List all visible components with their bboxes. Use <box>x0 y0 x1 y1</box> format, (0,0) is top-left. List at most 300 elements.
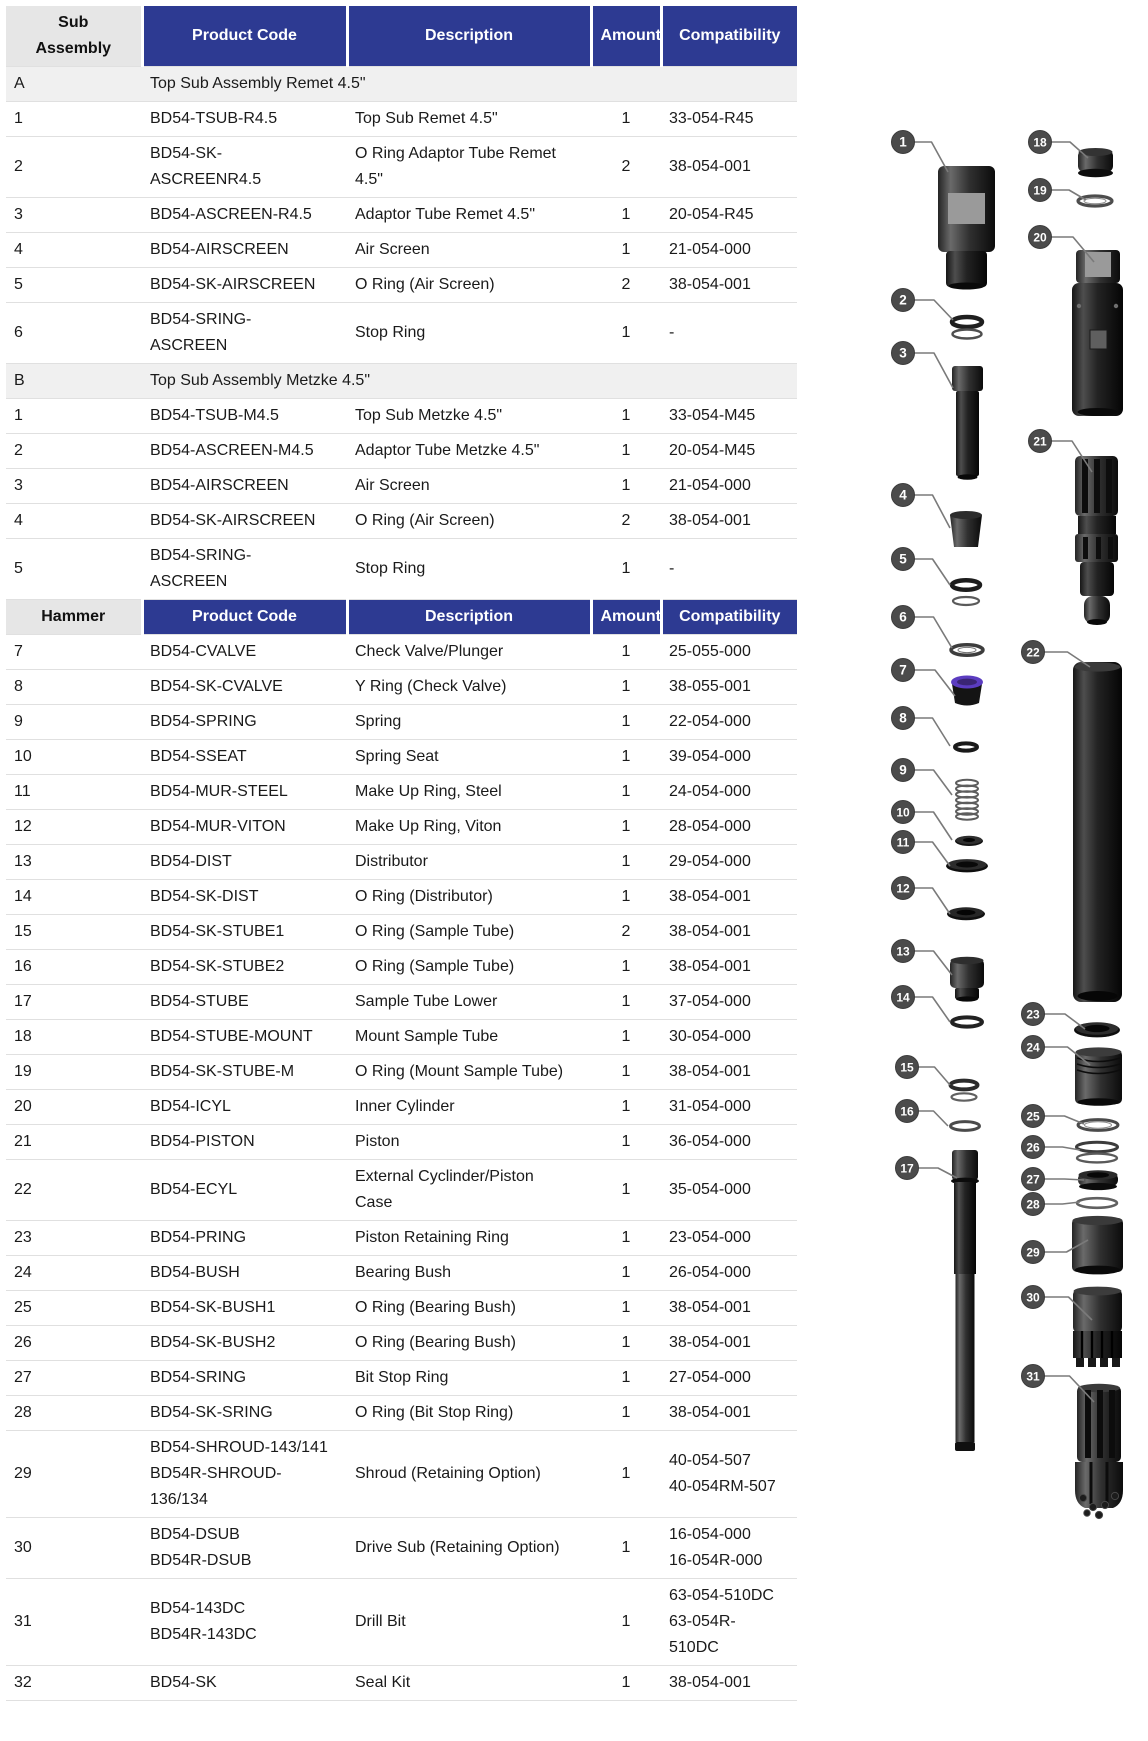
part-number: 1 <box>14 407 23 424</box>
product-code: BD54-DIST <box>150 853 232 870</box>
callout-o-ring-bearing-bush-2 <box>1022 1136 1081 1159</box>
amount-cell: 1 <box>621 993 631 1010</box>
callout-number: 8 <box>899 710 907 726</box>
amount-cell: 1 <box>621 1098 631 1115</box>
compatibility-code: 38-054-001 <box>669 958 751 975</box>
callout-o-ring-adaptor-tube <box>892 289 954 321</box>
amount-cell: 1 <box>621 477 631 494</box>
part-number: 16 <box>14 958 32 975</box>
amount-cell: 1 <box>621 1334 631 1351</box>
part-spring <box>956 780 978 820</box>
description: O Ring (Sample Tube) <box>355 958 515 975</box>
part-o-ring-sample-tube-2 <box>951 1122 980 1131</box>
callout-number: 29 <box>1026 1245 1040 1260</box>
amount-cell: 1 <box>621 1264 631 1281</box>
amount-cell: 1 <box>621 1028 631 1045</box>
description: Top Sub Remet 4.5" <box>355 110 498 127</box>
callout-number: 18 <box>1033 135 1047 150</box>
callout-o-ring-distributor <box>892 986 951 1023</box>
header-label: Amount <box>600 27 661 44</box>
amount-cell: 1 <box>621 1465 631 1482</box>
description: Bit Stop Ring <box>355 1369 449 1386</box>
callout-spring <box>892 759 953 796</box>
product-code: BD54-ASCREEN-R4.5 <box>150 206 312 223</box>
compatibility-code: - <box>669 560 675 577</box>
header-label: Product Code <box>192 27 297 44</box>
compatibility-code: 38-055-001 <box>669 678 751 695</box>
callout-make-up-ring-viton <box>892 877 951 915</box>
part-number: 21 <box>14 1133 32 1150</box>
part-number: 26 <box>14 1334 32 1351</box>
amount-cell: 1 <box>621 958 631 975</box>
product-code: BD54-SK <box>150 1674 217 1691</box>
part-number: 9 <box>14 713 23 730</box>
description: Air Screen <box>355 241 430 258</box>
part-number: 12 <box>14 818 32 835</box>
description: O Ring (Distributor) <box>355 888 493 905</box>
callout-distributor <box>892 940 953 976</box>
callout-adaptor-tube <box>892 342 954 389</box>
part-distributor <box>950 957 984 1002</box>
callout-number: 4 <box>899 487 907 503</box>
compatibility-code: 30-054-000 <box>669 1028 751 1045</box>
product-code: BD54-SK-SRING <box>150 1404 273 1421</box>
amount-cell: 1 <box>621 818 631 835</box>
compatibility-code: 40-054-507 <box>669 1452 751 1469</box>
compatibility-code: 36-054-000 <box>669 1133 751 1150</box>
compatibility-code: 24-054-000 <box>669 783 751 800</box>
description: Stop Ring <box>355 560 426 577</box>
compatibility-code: 38-054-001 <box>669 1299 751 1316</box>
description: Distributor <box>355 853 428 870</box>
amount-cell: 1 <box>621 110 631 127</box>
description: Adaptor Tube Metzke 4.5" <box>355 442 540 459</box>
description: Piston <box>355 1133 400 1150</box>
product-code: BD54-ECYL <box>150 1181 238 1198</box>
callout-check-valve <box>892 659 956 697</box>
part-check-valve <box>951 676 983 706</box>
compatibility-code: 38-054-001 <box>669 1674 751 1691</box>
compatibility-code: 27-054-000 <box>669 1369 751 1386</box>
product-code: BD54-AIRSCREEN <box>150 477 289 494</box>
product-code: BD54-STUBE <box>150 993 249 1010</box>
leader-line <box>913 951 952 975</box>
part-number: 24 <box>14 1264 32 1281</box>
product-code: BD54-SK-STUBE2 <box>150 958 285 975</box>
compatibility-code: 33-054-R45 <box>669 110 754 127</box>
part-number: 31 <box>14 1613 32 1630</box>
section-letter: B <box>6 364 142 399</box>
leader-line <box>913 997 950 1022</box>
part-number: 15 <box>14 923 32 940</box>
amount-cell: 1 <box>621 1063 631 1080</box>
part-stop-ring <box>951 645 983 655</box>
callout-o-ring-sample-tube-2 <box>896 1100 949 1127</box>
product-code: BD54-PISTON <box>150 1133 255 1150</box>
product-code: BD54-MUR-STEEL <box>150 783 288 800</box>
description: O Ring (Bearing Bush) <box>355 1334 516 1351</box>
part-mount-sample-tube <box>1078 148 1113 177</box>
part-inner-cylinder <box>1072 250 1123 416</box>
part-number: 4 <box>14 512 23 529</box>
product-code: BD54-STUBE-MOUNT <box>150 1028 313 1045</box>
part-sample-tube-lower <box>951 1150 979 1451</box>
callout-number: 25 <box>1026 1109 1040 1124</box>
callout-number: 31 <box>1026 1369 1040 1384</box>
amount-cell: 1 <box>621 888 631 905</box>
amount-cell: 1 <box>621 678 631 695</box>
compatibility-code: 37-054-000 <box>669 993 751 1010</box>
part-number: 3 <box>14 477 23 494</box>
compatibility-code: 21-054-000 <box>669 241 751 258</box>
part-number: 14 <box>14 888 32 905</box>
callout-number: 26 <box>1026 1140 1040 1155</box>
product-code: BD54-SK-BUSH1 <box>150 1299 276 1316</box>
part-drive-sub <box>1073 1287 1122 1367</box>
callout-number: 5 <box>899 551 907 567</box>
amount-cell: 1 <box>621 1613 631 1630</box>
callout-stop-ring <box>892 606 953 649</box>
callout-sample-tube-lower <box>896 1157 958 1180</box>
part-number: 28 <box>14 1404 32 1421</box>
callout-number: 20 <box>1033 230 1047 245</box>
callout-number: 17 <box>900 1161 914 1176</box>
compatibility-code: 16-054R-000 <box>669 1552 763 1569</box>
leader-line <box>913 812 952 840</box>
leader-line <box>913 842 950 866</box>
callout-air-screen <box>892 484 951 529</box>
part-number: 19 <box>14 1063 32 1080</box>
description: O Ring (Air Screen) <box>355 512 495 529</box>
compatibility-code: 40-054RM-507 <box>669 1478 776 1495</box>
callout-o-ring-bit-stop-ring <box>1022 1193 1081 1216</box>
header-label: Description <box>424 608 513 625</box>
header-label: Description <box>424 27 513 44</box>
part-y-ring <box>955 743 977 750</box>
amount-cell: 2 <box>621 923 631 940</box>
part-o-ring-bearing-bush-1 <box>1078 1120 1118 1131</box>
callout-number: 28 <box>1026 1197 1040 1212</box>
product-code: BD54-PRING <box>150 1229 247 1246</box>
section-title: Top Sub Assembly Metzke 4.5" <box>142 364 797 399</box>
leader-line <box>913 617 952 648</box>
description: O Ring Adaptor Tube Remet 4.5" <box>355 145 556 188</box>
part-number: 2 <box>14 158 23 175</box>
product-code: BD54-SRING-ASCREEN <box>150 311 252 354</box>
description: Make Up Ring, Steel <box>355 783 502 800</box>
part-number: 20 <box>14 1098 32 1115</box>
part-number: 11 <box>14 783 31 800</box>
product-code: BD54-DSUB <box>150 1526 240 1543</box>
callout-number: 10 <box>896 805 910 820</box>
product-code: BD54-SK-AIRSCREEN <box>150 512 316 529</box>
compatibility-code: 25-055-000 <box>669 643 751 660</box>
description: Y Ring (Check Valve) <box>355 678 507 695</box>
compatibility-code: 28-054-000 <box>669 818 751 835</box>
leader-line <box>1043 1179 1084 1180</box>
part-number: 32 <box>14 1674 32 1691</box>
callout-piston-retaining-ring <box>1022 1003 1086 1030</box>
compatibility-code: 38-054-001 <box>669 158 751 175</box>
compatibility-code: 38-054-001 <box>669 276 751 293</box>
compatibility-code: 33-054-M45 <box>669 407 756 424</box>
part-number: 1 <box>14 110 23 127</box>
amount-cell: 1 <box>621 324 631 341</box>
callout-number: 3 <box>899 345 907 361</box>
compatibility-code: 23-054-000 <box>669 1229 751 1246</box>
part-o-ring-bit-stop-ring <box>1077 1198 1117 1208</box>
callout-top-sub <box>892 131 949 173</box>
product-code: BD54-SK-AIRSCREEN <box>150 276 316 293</box>
compatibility-code: 26-054-000 <box>669 1264 751 1281</box>
amount-cell: 2 <box>621 512 631 529</box>
callout-number: 14 <box>896 990 910 1005</box>
product-code: BD54-TSUB-M4.5 <box>150 407 279 424</box>
description: Stop Ring <box>355 324 426 341</box>
description: Top Sub Metzke 4.5" <box>355 407 503 424</box>
leader-line <box>1043 1202 1080 1204</box>
part-air-screen <box>950 511 982 547</box>
product-code: BD54-CVALVE <box>150 643 257 660</box>
product-code: BD54-SK-DIST <box>150 888 259 905</box>
part-piston-retaining-ring <box>1074 1022 1120 1037</box>
callout-number: 30 <box>1026 1290 1040 1305</box>
header-label: Sub Assembly <box>35 14 112 57</box>
leader-line <box>913 559 950 585</box>
compatibility-code: 29-054-000 <box>669 853 751 870</box>
description: O Ring (Mount Sample Tube) <box>355 1063 564 1080</box>
callout-number: 19 <box>1033 183 1047 198</box>
product-code: BD54-SK-STUBE1 <box>150 923 285 940</box>
callout-number: 12 <box>896 881 910 896</box>
callout-o-ring-bearing-bush-1 <box>1022 1105 1085 1128</box>
callout-number: 22 <box>1026 645 1040 660</box>
amount-cell: 1 <box>621 1229 631 1246</box>
amount-cell: 2 <box>621 276 631 293</box>
callout-bit-stop-ring <box>1022 1168 1085 1191</box>
description: Adaptor Tube Remet 4.5" <box>355 206 536 223</box>
description: Bearing Bush <box>355 1264 452 1281</box>
part-number: 13 <box>14 853 32 870</box>
part-spring-seat <box>955 836 983 846</box>
product-code: BD54-SK-BUSH2 <box>150 1334 276 1351</box>
description: Shroud (Retaining Option) <box>355 1465 541 1482</box>
callout-number: 15 <box>900 1060 914 1075</box>
product-code: BD54R-SHROUD-136/134 <box>150 1465 282 1508</box>
product-code: BD54-SK-ASCREENR4.5 <box>150 145 262 188</box>
compatibility-code: 38-054-001 <box>669 923 751 940</box>
callout-number: 2 <box>899 292 907 308</box>
part-adaptor-tube <box>952 366 983 480</box>
compatibility-code: - <box>669 324 675 341</box>
part-o-ring-bearing-bush-2 <box>1077 1142 1118 1162</box>
leader-line <box>1043 1147 1080 1150</box>
amount-cell: 1 <box>621 1404 631 1421</box>
part-number: 17 <box>14 993 32 1010</box>
amount-cell: 1 <box>621 783 631 800</box>
part-number: 29 <box>14 1465 32 1482</box>
compatibility-code: 35-054-000 <box>669 1181 751 1198</box>
part-number: 30 <box>14 1539 32 1556</box>
amount-cell: 2 <box>621 158 631 175</box>
header-label: Amount <box>600 608 661 625</box>
product-code: BD54-143DC <box>150 1600 246 1617</box>
part-make-up-ring-viton <box>947 907 985 920</box>
part-bearing-bush <box>1075 1047 1122 1105</box>
callout-number: 7 <box>899 662 907 678</box>
compatibility-code: 63-054-510DC <box>669 1587 774 1604</box>
description: Make Up Ring, Viton <box>355 818 502 835</box>
product-code: BD54R-DSUB <box>150 1552 252 1569</box>
product-code: BD54-SSEAT <box>150 748 247 765</box>
section-letter: A <box>6 67 142 102</box>
header-label: Compatibility <box>679 608 781 625</box>
description: Check Valve/Plunger <box>355 643 504 660</box>
description: Drive Sub (Retaining Option) <box>355 1539 560 1556</box>
compatibility-code: 31-054-000 <box>669 1098 751 1115</box>
description: O Ring (Sample Tube) <box>355 923 515 940</box>
leader-line <box>917 1111 948 1126</box>
callout-o-ring-mount-sample-tube <box>1029 179 1087 202</box>
part-number: 22 <box>14 1181 32 1198</box>
product-code: BD54-SK-CVALVE <box>150 678 283 695</box>
leader-line <box>913 770 952 795</box>
part-number: 5 <box>14 276 23 293</box>
part-bit-stop-ring <box>1078 1170 1118 1190</box>
product-code: BD54-SHROUD-143/141 <box>150 1439 328 1456</box>
amount-cell: 1 <box>621 748 631 765</box>
callout-number: 6 <box>899 609 907 625</box>
part-drill-bit <box>1075 1384 1123 1519</box>
description: Sample Tube Lower <box>355 993 498 1010</box>
part-make-up-ring-steel <box>946 859 988 872</box>
compatibility-code: 38-054-001 <box>669 1404 751 1421</box>
part-top-sub <box>938 166 995 290</box>
description: O Ring (Bearing Bush) <box>355 1299 516 1316</box>
part-piston <box>1075 456 1118 625</box>
callout-number: 16 <box>900 1104 914 1119</box>
callout-number: 21 <box>1033 434 1047 449</box>
part-number: 4 <box>14 241 23 258</box>
description: Piston Retaining Ring <box>355 1229 509 1246</box>
part-number: 10 <box>14 748 32 765</box>
leader-line <box>913 888 950 914</box>
callout-number: 24 <box>1026 1040 1040 1055</box>
compatibility-code: 63-054R-510DC <box>669 1613 736 1656</box>
section-title: Top Sub Assembly Remet 4.5" <box>142 67 797 102</box>
leader-line <box>917 1067 950 1085</box>
product-code: BD54-SK-STUBE-M <box>150 1063 295 1080</box>
compatibility-code: 38-054-001 <box>669 888 751 905</box>
description: Spring <box>355 713 402 730</box>
product-code: BD54R-143DC <box>150 1626 257 1643</box>
part-number: 6 <box>14 324 23 341</box>
callout-number: 13 <box>896 944 910 959</box>
compatibility-code: 16-054-000 <box>669 1526 751 1543</box>
amount-cell: 1 <box>621 560 631 577</box>
header-label: Hammer <box>41 608 106 625</box>
part-external-cylinder <box>1073 662 1122 1002</box>
amount-cell: 1 <box>621 206 631 223</box>
leader-line <box>913 300 953 320</box>
leader-line <box>913 670 955 696</box>
callout-number: 9 <box>899 762 907 778</box>
product-code: BD54-AIRSCREEN <box>150 241 289 258</box>
description: Inner Cylinder <box>355 1098 455 1115</box>
amount-cell: 1 <box>621 1299 631 1316</box>
description: O Ring (Bit Stop Ring) <box>355 1404 514 1421</box>
description: Air Screen <box>355 477 430 494</box>
amount-cell: 1 <box>621 1674 631 1691</box>
part-number: 8 <box>14 678 23 695</box>
compatibility-code: 38-054-001 <box>669 512 751 529</box>
description: O Ring (Air Screen) <box>355 276 495 293</box>
compatibility-code: 21-054-000 <box>669 477 751 494</box>
part-o-ring-distributor <box>952 1017 982 1026</box>
leader-line <box>917 1168 957 1178</box>
compatibility-code: 20-054-R45 <box>669 206 754 223</box>
leader-line <box>913 495 950 528</box>
amount-cell: 1 <box>621 1133 631 1150</box>
compatibility-code: 39-054-000 <box>669 748 751 765</box>
callout-y-ring <box>892 707 951 747</box>
part-o-ring-air-screen <box>952 580 980 605</box>
part-number: 23 <box>14 1229 32 1246</box>
callout-layer <box>892 131 1095 1403</box>
product-code: BD54-SRING-ASCREEN <box>150 547 252 590</box>
product-code: BD54-ASCREEN-M4.5 <box>150 442 314 459</box>
description: Seal Kit <box>355 1674 411 1691</box>
amount-cell: 1 <box>621 643 631 660</box>
callout-o-ring-air-screen <box>892 548 951 586</box>
header-label: Product Code <box>192 608 297 625</box>
part-number: 2 <box>14 442 23 459</box>
part-number: 18 <box>14 1028 32 1045</box>
part-o-ring-adaptor-tube <box>952 317 982 339</box>
product-code: BD54-MUR-VITON <box>150 818 286 835</box>
part-number: 5 <box>14 560 23 577</box>
amount-cell: 1 <box>621 853 631 870</box>
leader-line <box>913 353 953 388</box>
product-code: BD54-SPRING <box>150 713 257 730</box>
callout-number: 1 <box>899 134 907 150</box>
amount-cell: 1 <box>621 407 631 424</box>
amount-cell: 1 <box>621 241 631 258</box>
part-number: 27 <box>14 1369 32 1386</box>
description: External Cyclinder/Piston Case <box>355 1168 534 1211</box>
product-code: BD54-ICYL <box>150 1098 231 1115</box>
part-o-ring-sample-tube-1 <box>951 1081 978 1101</box>
amount-cell: 1 <box>621 442 631 459</box>
part-number: 7 <box>14 643 23 660</box>
amount-cell: 1 <box>621 713 631 730</box>
compatibility-code: 22-054-000 <box>669 713 751 730</box>
description: Spring Seat <box>355 748 439 765</box>
description: Mount Sample Tube <box>355 1028 499 1045</box>
product-code: BD54-BUSH <box>150 1264 240 1281</box>
compatibility-code: 38-054-001 <box>669 1063 751 1080</box>
amount-cell: 1 <box>621 1181 631 1198</box>
compatibility-code: 20-054-M45 <box>669 442 756 459</box>
amount-cell: 1 <box>621 1369 631 1386</box>
amount-cell: 1 <box>621 1539 631 1556</box>
callout-number: 27 <box>1026 1172 1040 1187</box>
part-number: 25 <box>14 1299 32 1316</box>
callout-number: 23 <box>1026 1007 1040 1022</box>
callout-number: 11 <box>896 835 910 850</box>
product-code: BD54-SRING <box>150 1369 247 1386</box>
callout-o-ring-sample-tube-1 <box>896 1056 951 1086</box>
